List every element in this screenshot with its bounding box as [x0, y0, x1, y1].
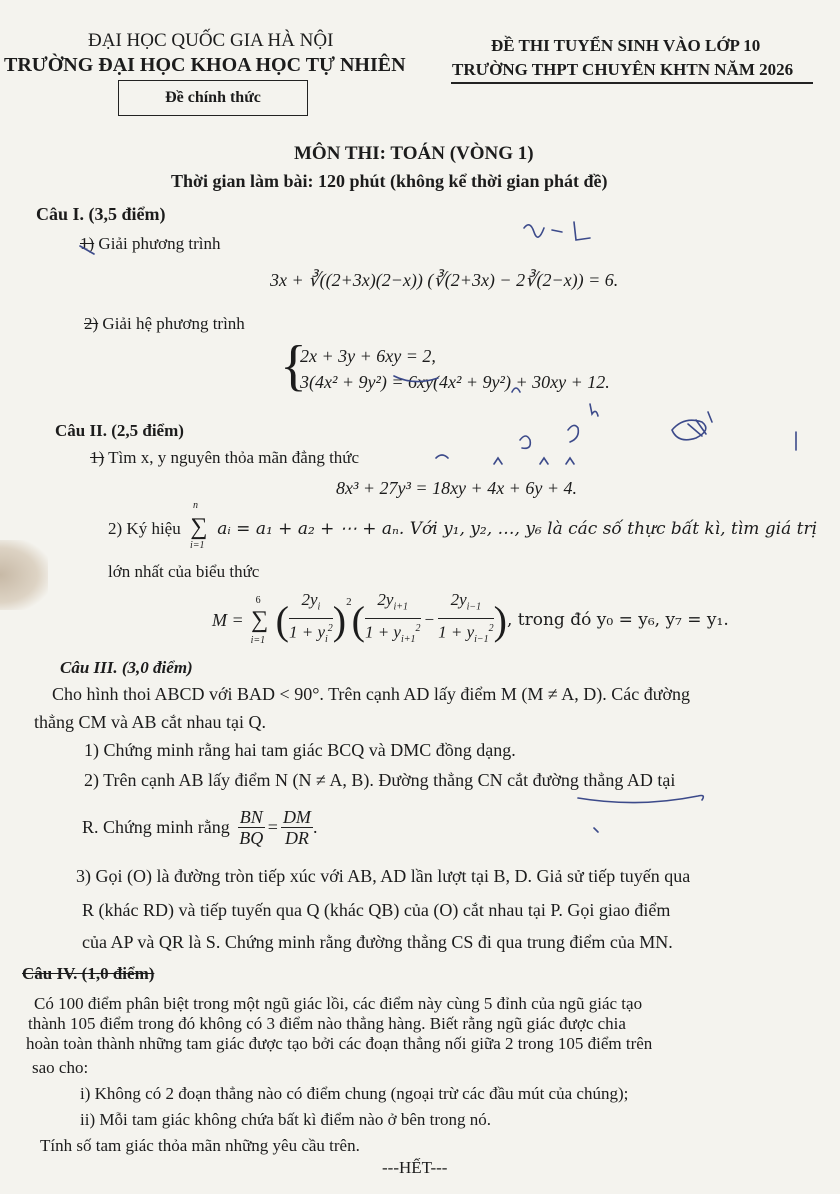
- question-2-title: Câu II. (2,5 điểm): [55, 421, 184, 440]
- formula-sum: 6 ∑ i=1: [250, 594, 269, 646]
- formula-frac-2: $\frac{2y_{i+1}}{1 + y_{i+1}^2}$: [364, 590, 421, 645]
- subject-title: MÔN THI: TOÁN (VÒNG 1): [294, 143, 534, 164]
- question-1-title: Câu I. (3,5 điểm): [36, 204, 166, 224]
- q2-part1-text: Tìm x, y nguyên thỏa mãn đẳng thức: [108, 448, 360, 467]
- q3-part2-line2: R. Chứng minh rằng $\frac{BN}{BQ}$ = $\frac{DM}{DR}$ .: [82, 806, 318, 848]
- ratio-bn-bq: $\frac{BN}{BQ}$: [239, 806, 264, 848]
- q1-system-eq2: 3(4x² + 9y²) = 6xy(4x² + 9y²) + 30xy + 12.: [300, 372, 610, 392]
- q2-part2-formula: M = 6 ∑ i=1 ( $\frac{2y_i}{1 + y_i^2}$ ) $^2$ ( $\frac{2y_{i+1}}{1 + y_{i+1}^2}$ − $\frac{2y_{i-1}}{1 + y_{i-1}^2}$ ) , trong đó y₀ = y₆, y₇ = y₁.: [212, 590, 729, 650]
- exam-title: ĐỀ THI TUYỂN SINH VÀO LỚP 10: [491, 36, 761, 55]
- q2-part1-equation: 8x³ + 27y³ = 18xy + 4x + 6y + 4.: [336, 478, 577, 498]
- q3-intro-2: thẳng CM và AB cắt nhau tại Q.: [34, 712, 266, 732]
- q4-line-4: sao cho:: [32, 1058, 89, 1077]
- end-marker: ---HẾT---: [382, 1158, 448, 1177]
- faculty-name: TRƯỜNG ĐẠI HỌC KHOA HỌC TỰ NHIÊN: [4, 54, 406, 76]
- ratio-dm-dr: $\frac{DM}{DR}$: [282, 806, 311, 848]
- q3-part3-line2: R (khác RD) và tiếp tuyến qua Q (khác QB) của (O) cắt nhau tại P. Gọi giao điểm: [82, 900, 671, 920]
- q2-part2-intro-a: 2) Ký hiệu: [108, 519, 181, 538]
- handwritten-carets: [494, 458, 574, 464]
- handwritten-q2-mark: [520, 436, 530, 448]
- q4-line-1: Có 100 điểm phân biệt trong một ngũ giác lồi, các điểm này cùng 5 đỉnh của ngũ giác tạo: [34, 994, 643, 1013]
- handwritten-dot: [594, 828, 598, 832]
- question-3-title: Câu III. (3,0 điểm): [60, 658, 193, 677]
- handwritten-scribble: [672, 420, 706, 440]
- q4-condition-2: ii) Mỗi tam giác không chứa bất kì điểm nào ở bên trong nó.: [80, 1110, 492, 1129]
- q3-part2-line1: 2) Trên cạnh AB lấy điểm N (N ≠ A, B). Đường thẳng CN cắt đường thẳng AD tại: [84, 770, 676, 790]
- q3-part1: 1) Chứng minh rằng hai tam giác BCQ và DMC đồng dạng.: [84, 740, 516, 760]
- handwritten-note-1: [524, 225, 544, 237]
- handwritten-underline-cn: [578, 796, 703, 803]
- university-name: ĐẠI HỌC QUỐC GIA HÀ NỘI: [88, 30, 334, 51]
- q3-part2-text: R. Chứng minh rằng: [82, 816, 230, 837]
- q2-part1-num: 1): [90, 448, 105, 467]
- question-4-title: Câu IV. (1,0 điểm): [22, 964, 155, 983]
- q4-condition-1: i) Không có 2 đoạn thẳng nào có điểm chung (ngoại trừ các đầu mút của chúng);: [80, 1084, 629, 1103]
- handwritten-note-2: [552, 230, 562, 232]
- formula-frac-3: $\frac{2y_{i-1}}{1 + y_{i-1}^2}$: [438, 590, 494, 645]
- q1-part1-text: Giải phương trình: [98, 234, 221, 253]
- q3-intro-1: Cho hình thoi ABCD với BAD < 90°. Trên cạnh AD lấy điểm M (M ≠ A, D). Các đường: [52, 684, 691, 704]
- q4-line-2: thành 105 điểm trong đó không có 3 điểm nào thẳng hàng. Biết rằng ngũ giác được chia: [28, 1014, 626, 1033]
- q2-part2-line2: lớn nhất của biểu thức: [108, 562, 260, 581]
- handwritten-curl: [512, 388, 520, 392]
- handwritten-tilde: [436, 455, 448, 458]
- q1-system-eq1: 2x + 3y + 6xy = 2,: [300, 346, 436, 366]
- q3-part3-line1: 3) Gọi (O) là đường tròn tiếp xúc với AB, AD lần lượt tại B, D. Giả sử tiếp tuyến qua: [76, 866, 691, 886]
- handwritten-underline-eq: [394, 376, 438, 382]
- time-limit: Thời gian làm bài: 120 phút (không kể thời gian phát đề): [171, 171, 608, 191]
- formula-lhs: M =: [212, 609, 244, 630]
- q1-part1-num: 1): [80, 234, 95, 253]
- handwritten-nine: [568, 425, 578, 442]
- handwritten-h: [590, 404, 598, 416]
- system-brace: {: [280, 335, 307, 397]
- formula-frac-1: $\frac{2y_i}{1 + y_i^2}$: [288, 590, 333, 645]
- formula-tail: , trong đó y₀ = y₆, y₇ = y₁.: [506, 610, 729, 630]
- q4-question: Tính số tam giác thỏa mãn những yêu cầu trên.: [40, 1136, 360, 1155]
- sum-symbol: n ∑ i=1: [189, 500, 208, 551]
- q1-part1-equation: 3x + ∛((2+3x)(2−x)) (∛(2+3x) − 2∛(2−x)) = 6.: [270, 270, 619, 290]
- handwritten-note-3: [574, 222, 590, 240]
- q1-part2-text: Giải hệ phương trình: [102, 314, 245, 333]
- official-badge: Đề chính thức: [118, 80, 308, 116]
- q4-line-3: hoàn toàn thành những tam giác được tạo bởi các đoạn thẳng nối giữa 2 trong 105 điểm trên: [26, 1034, 653, 1053]
- handwritten-strike-1: [80, 246, 94, 254]
- school-year: TRƯỜNG THPT CHUYÊN KHTN NĂM 2026: [452, 60, 794, 79]
- q3-part3-line3: của AP và QR là S. Chứng minh rằng đường thẳng CS đi qua trung điểm của MN.: [82, 932, 673, 952]
- q2-part2-intro-b: aᵢ = a₁ + a₂ + ⋯ + aₙ. Với y₁, y₂, …, y₆ là các số thực bất kì, tìm giá trị: [217, 519, 818, 539]
- handwritten-tick: [708, 412, 712, 422]
- q1-part2-num: 2): [84, 314, 99, 333]
